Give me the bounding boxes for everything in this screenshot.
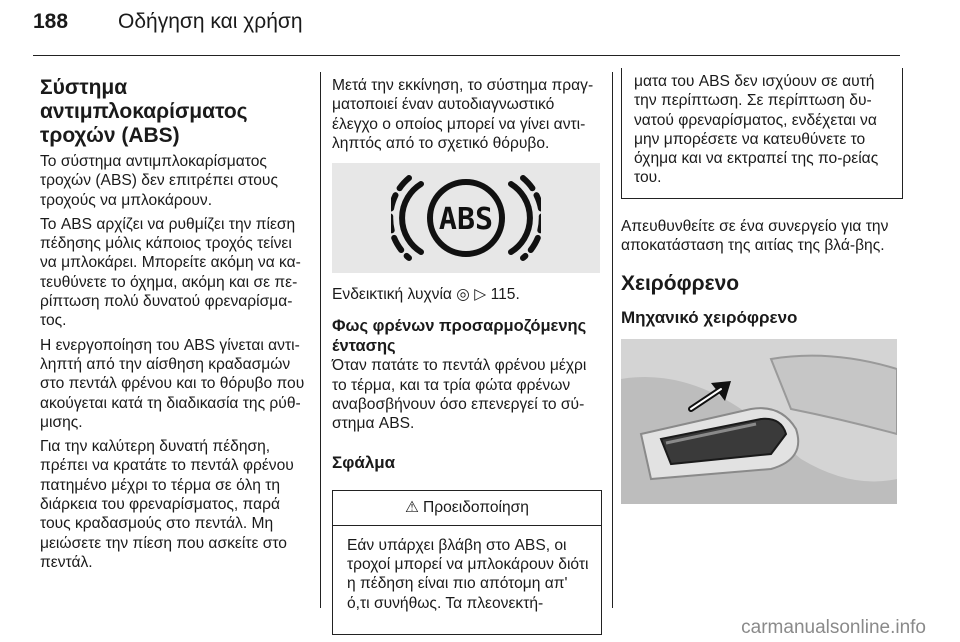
warning-title: Προειδοποίηση <box>422 499 529 517</box>
paragraph: Η ενεργοποίηση του ABS γίνεται αντι-ληπτή από την αίσθηση κραδασμών στο πεντάλ φρένου και το θόρυβο που ακούγεται κατά τη διαδικασία της ρύθ-μισης. <box>40 336 305 431</box>
chapter-title: Οδήγηση και χρήση <box>118 10 303 33</box>
paragraph: Μετά την εκκίνηση, το σύστημα πραγ-ματοποιεί έναν αυτοδιαγνωστικό έλεγχο ο οποίος μπορεί να γίνει αντι-ληπτός από το σχετικό θόρυβο. <box>332 77 594 152</box>
page-number: 188 <box>33 10 69 33</box>
section-heading-fault: Σφάλμα <box>332 452 396 472</box>
abs-indicator-icon: ◎ <box>456 286 470 304</box>
section-heading-handbrake: Χειρόφρενο <box>621 272 740 296</box>
column-divider-2 <box>612 72 613 608</box>
warning-text: Εάν υπάρχει βλάβη στο ABS, οι τροχοί μπορεί να μπλοκάρουν διότι η πέδηση είναι πιο απότομη απ' ό,τι συνήθως. Τα πλεονεκτή- <box>347 536 589 612</box>
page-reference-arrow-icon: ▷ <box>474 286 487 304</box>
handbrake-lever-illustration <box>621 339 897 504</box>
abs-warning-icon <box>391 172 541 264</box>
header-divider <box>33 55 900 56</box>
warning-text-continued: ματα του ABS δεν ισχύουν σε αυτή την περίπτωση. Σε περίπτωση δυ-νατού φρεναρίσματος, ενδέχεται να μην μπορέσετε να κατευθύνετε το όχημα και να εκτραπεί της πο-ρείας του. <box>634 73 879 187</box>
warning-header <box>333 491 601 526</box>
column-3 <box>621 72 903 504</box>
watermark: carmanualsonline.info <box>741 617 926 638</box>
warning-triangle-icon: ⚠ <box>405 499 419 517</box>
paragraph: Απευθυνθείτε σε ένα συνεργείο για την αποκατάσταση της αιτίας της βλά-βης. <box>621 217 889 255</box>
paragraph: Το ABS αρχίζει να ρυθμίζει την πίεση πέδησης μόλις κάποιος τροχός τείνει να μπλοκάρει. Μπορείτε ακόμη να κα-τευθύνετε το όχημα, ακόμη και σε πε-ρίπτωση πολύ δυνατού φρεναρίσμα-τος. <box>40 215 301 330</box>
svg-text:ABS: ABS <box>438 202 494 238</box>
abs-symbol-figure <box>332 163 600 273</box>
section-heading-adaptive-brake-light: Φως φρένων προσαρμοζόμενης έντασης <box>332 317 587 356</box>
column-1 <box>40 76 308 577</box>
paragraph: Για την καλύτερη δυνατή πέδηση, πρέπει να κρατάτε το πεντάλ φρένου πατημένο μέχρι το τέρμα σε όλη τη διάρκεια του φρεναρίσματος, παρά τους κραδασμούς στο πεντάλ. Μη μειώσετε την πίεση που ασκείτε στο πεντάλ. <box>40 438 294 571</box>
column-2 <box>332 76 604 635</box>
page-reference[interactable]: 115. <box>490 286 520 304</box>
handbrake-figure <box>621 339 897 504</box>
column-divider-1 <box>320 72 321 608</box>
warning-box <box>332 490 602 635</box>
section-heading-abs: Σύστημα αντιμπλοκαρίσματος τροχών (ABS) <box>40 76 248 147</box>
subsection-heading-mechanical-handbrake: Μηχανικό χειρόφρενο <box>621 308 798 328</box>
paragraph: Όταν πατάτε το πεντάλ φρένου μέχρι το τέρμα, και τα τρία φώτα φρένων αναβοσβήνουν όσο επενεργεί το σύ-στημα ABS. <box>332 357 587 433</box>
indicator-reference: Ενδεικτική λυχνία ◎ ▷ 115. <box>332 286 520 304</box>
paragraph: Το σύστημα αντιμπλοκαρίσματος τροχών (ABS) δεν επιτρέπει στους τροχούς να μπλοκάρουν. <box>40 153 278 209</box>
warning-box-continued <box>621 68 903 199</box>
